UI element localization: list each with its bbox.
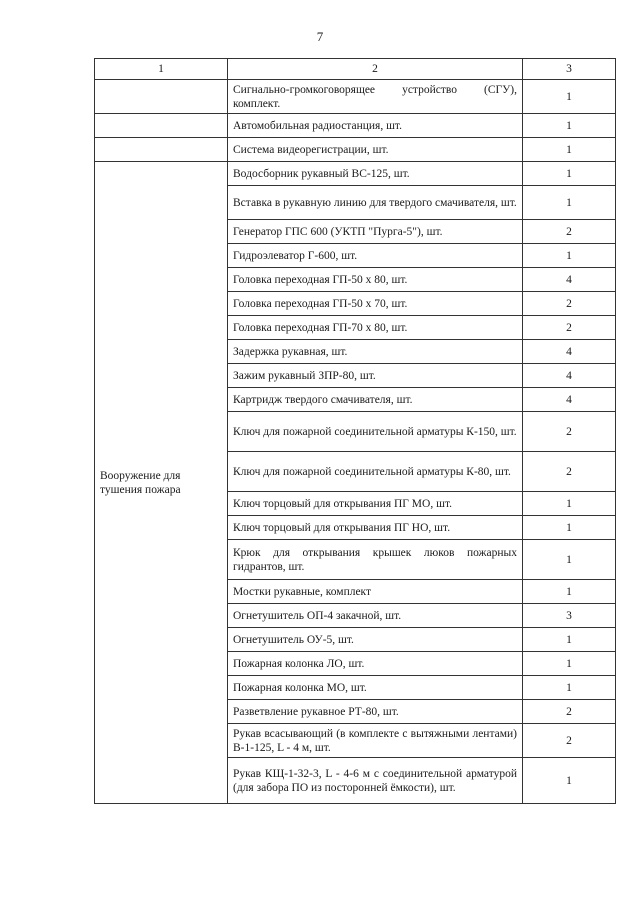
quantity-cell: 1 (523, 516, 616, 540)
group-label-cell: Вооружение для тушения пожара (95, 162, 228, 804)
item-name-cell: Пожарная колонка ЛО, шт. (228, 652, 523, 676)
table-row (95, 138, 616, 162)
quantity-cell: 2 (523, 220, 616, 244)
empty-category-cell (95, 138, 228, 162)
table-row (95, 162, 616, 186)
quantity-cell: 1 (523, 758, 616, 804)
item-name-cell: Рукав всасывающий (в комплекте с вытяжными лентами) В-1-125, L - 4 м, шт. (228, 724, 523, 758)
quantity-cell: 4 (523, 364, 616, 388)
item-name-cell: Вставка в рукавную линию для твердого смачивателя, шт. (228, 186, 523, 220)
item-name-cell: Ключ торцовый для открывания ПГ НО, шт. (228, 516, 523, 540)
item-name-cell: Водосборник рукавный ВС-125, шт. (228, 162, 523, 186)
table-header-row (95, 59, 616, 80)
page-number: 7 (316, 29, 324, 44)
quantity-cell: 2 (523, 316, 616, 340)
quantity-cell: 1 (523, 652, 616, 676)
item-name-cell: Гидроэлеватор Г-600, шт. (228, 244, 523, 268)
item-name-cell: Ключ торцовый для открывания ПГ МО, шт. (228, 492, 523, 516)
quantity-cell: 1 (523, 138, 616, 162)
item-name-cell: Головка переходная ГП-50 х 80, шт. (228, 268, 523, 292)
item-name-cell: Автомобильная радиостанция, шт. (228, 114, 523, 138)
item-name-cell: Картридж твердого смачивателя, шт. (228, 388, 523, 412)
quantity-cell: 1 (523, 162, 616, 186)
quantity-cell: 1 (523, 628, 616, 652)
item-name-cell: Сигнально-громкоговорящее устройство (СГУ), комплект. (228, 80, 523, 114)
empty-category-cell (95, 80, 228, 114)
table-row (95, 114, 616, 138)
item-name-cell: Система видеорегистрации, шт. (228, 138, 523, 162)
header-col-2: 2 (228, 59, 523, 80)
empty-category-cell (95, 114, 228, 138)
quantity-cell: 2 (523, 412, 616, 452)
quantity-cell: 4 (523, 340, 616, 364)
header-col-3: 3 (523, 59, 616, 80)
quantity-cell: 4 (523, 268, 616, 292)
item-name-cell: Огнетушитель ОУ-5, шт. (228, 628, 523, 652)
item-name-cell: Зажим рукавный ЗПР-80, шт. (228, 364, 523, 388)
item-name-cell: Крюк для открывания крышек люков пожарных гидрантов, шт. (228, 540, 523, 580)
quantity-cell: 2 (523, 724, 616, 758)
quantity-cell: 1 (523, 580, 616, 604)
item-name-cell: Генератор ГПС 600 (УКТП "Пурга-5"), шт. (228, 220, 523, 244)
quantity-cell: 1 (523, 114, 616, 138)
quantity-cell: 2 (523, 700, 616, 724)
quantity-cell: 1 (523, 186, 616, 220)
quantity-cell: 2 (523, 292, 616, 316)
quantity-cell: 1 (523, 244, 616, 268)
item-name-cell: Огнетушитель ОП-4 закачной, шт. (228, 604, 523, 628)
equipment-table (94, 58, 616, 804)
quantity-cell: 4 (523, 388, 616, 412)
quantity-cell: 1 (523, 540, 616, 580)
item-name-cell: Головка переходная ГП-50 х 70, шт. (228, 292, 523, 316)
item-name-cell: Задержка рукавная, шт. (228, 340, 523, 364)
header-col-1: 1 (95, 59, 228, 80)
item-name-cell: Разветвление рукавное РТ-80, шт. (228, 700, 523, 724)
quantity-cell: 1 (523, 80, 616, 114)
table-row (95, 80, 616, 114)
item-name-cell: Мостки рукавные, комплект (228, 580, 523, 604)
quantity-cell: 1 (523, 676, 616, 700)
quantity-cell: 2 (523, 452, 616, 492)
item-name-cell: Ключ для пожарной соединительной арматуры К-80, шт. (228, 452, 523, 492)
item-name-cell: Головка переходная ГП-70 х 80, шт. (228, 316, 523, 340)
item-name-cell: Пожарная колонка МО, шт. (228, 676, 523, 700)
quantity-cell: 3 (523, 604, 616, 628)
item-name-cell: Ключ для пожарной соединительной арматуры К-150, шт. (228, 412, 523, 452)
quantity-cell: 1 (523, 492, 616, 516)
item-name-cell: Рукав КЩ-1-32-3, L - 4-6 м с соединительной арматурой (для забора ПО из посторонней ёмкости), шт. (228, 758, 523, 804)
